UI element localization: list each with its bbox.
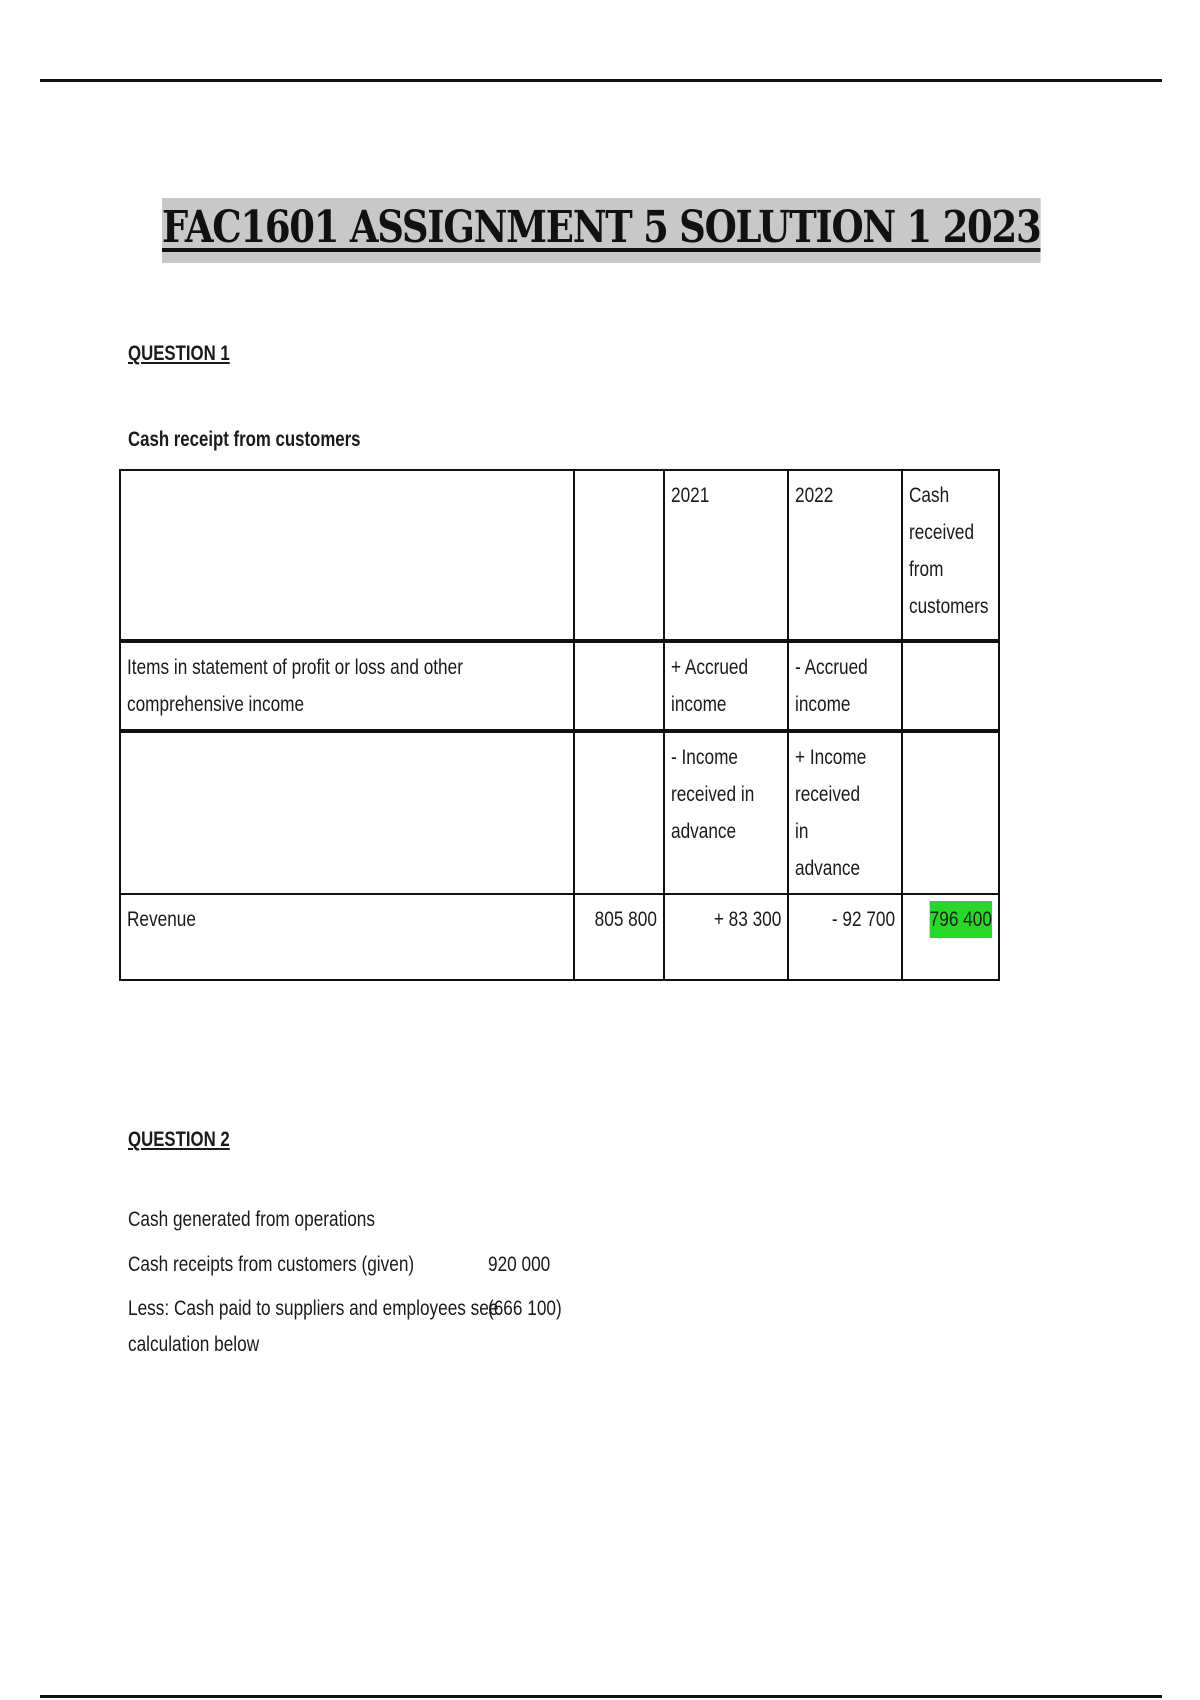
header-cell-2021: 2021 — [664, 470, 788, 641]
question-2-heading: QUESTION 2 — [128, 1128, 230, 1151]
cash-receipts-label: Cash receipts from customers (given) — [128, 1253, 415, 1276]
table-header-row — [120, 470, 999, 641]
cash-received-total — [902, 894, 999, 980]
header-cell-label — [120, 470, 574, 641]
revenue-2022-adjustment: - 92 700 — [788, 894, 902, 980]
header-cell-cash-received: Cash received from customers — [902, 470, 999, 641]
row-label: Revenue — [120, 894, 574, 980]
bottom-rule — [40, 1695, 1162, 1698]
table-row — [120, 731, 999, 894]
revenue-amount: 805 800 — [574, 894, 664, 980]
row-2022: - Accrued income — [788, 641, 902, 731]
highlighted-total: 796 400 — [930, 901, 992, 938]
question-1-heading: QUESTION 1 — [128, 342, 230, 365]
cash-receipts-value: 920 000 — [488, 1253, 551, 1276]
row-2021: + Accrued income — [664, 641, 788, 731]
header-cell-2022: 2022 — [788, 470, 902, 641]
row-cash — [902, 731, 999, 894]
header-cell-amount — [574, 470, 664, 641]
row-cash — [902, 641, 999, 731]
row-amount — [574, 731, 664, 894]
cash-paid-value: (666 100) — [488, 1297, 562, 1320]
document-title: FAC1601 ASSIGNMENT 5 SOLUTION 1 2023 — [162, 198, 1040, 263]
table-row — [120, 641, 999, 731]
title-wrap — [162, 198, 1200, 263]
row-2021: - Income received in advance — [664, 731, 788, 894]
cash-paid-label: Less: Cash paid to suppliers and employees see — [128, 1297, 499, 1320]
cash-generated-label: Cash generated from operations — [128, 1208, 375, 1231]
table-row-revenue — [120, 894, 999, 980]
row-amount — [574, 641, 664, 731]
row-2022: + Income received in advance — [788, 731, 902, 894]
cash-receipt-subheading: Cash receipt from customers — [128, 428, 361, 451]
cash-receipts-table — [119, 469, 1000, 981]
cash-paid-label-cont: calculation below — [128, 1333, 260, 1356]
revenue-2021-adjustment: + 83 300 — [664, 894, 788, 980]
top-rule — [40, 79, 1162, 82]
row-label: Items in statement of profit or loss and other comprehensive income — [120, 641, 574, 731]
row-label — [120, 731, 574, 894]
